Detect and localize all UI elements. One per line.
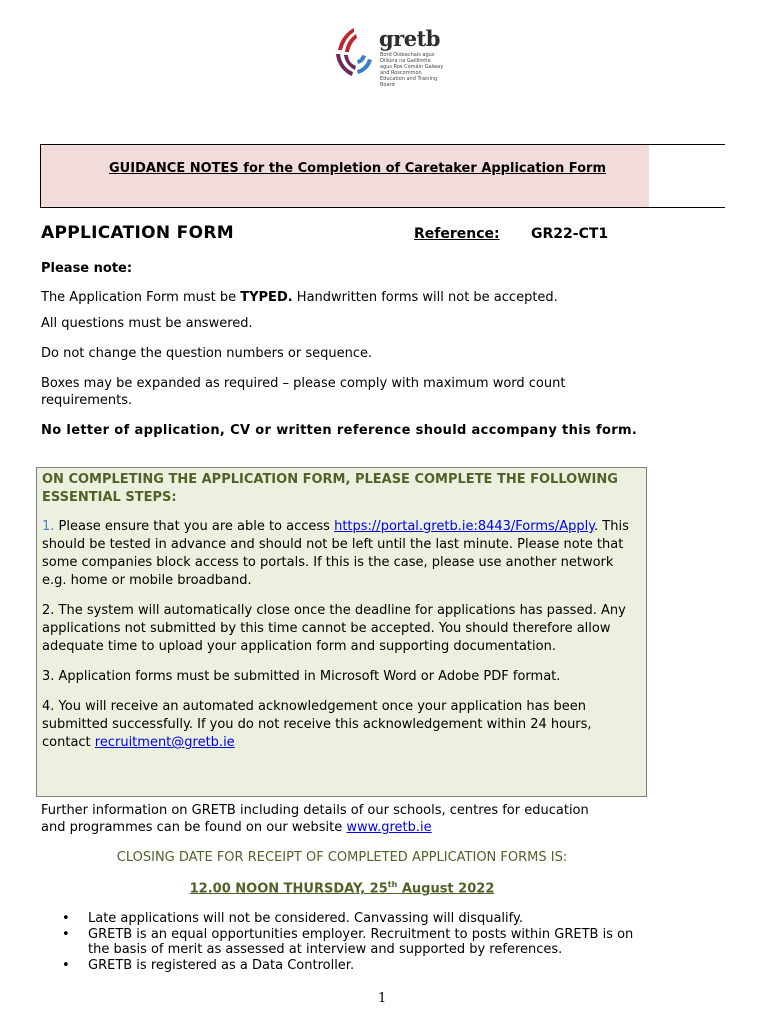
conditions-list <box>62 911 642 973</box>
banner-title: GUIDANCE NOTES for the Completion of Caretaker Application Form <box>109 161 607 176</box>
please-note-heading: Please note: <box>41 261 133 276</box>
bullet-icon: • <box>62 926 70 942</box>
all-questions-note: All questions must be answered. <box>41 316 253 331</box>
bullet-icon: • <box>62 957 70 973</box>
banner-background <box>41 145 649 207</box>
page-number: 1 <box>378 991 387 1006</box>
no-letter-note: No letter of application, CV or written reference should accompany this form. <box>41 423 638 438</box>
bullet-icon: • <box>62 911 70 926</box>
list-item-text: GRETB is registered as a Data Controller. <box>88 957 355 973</box>
list-item <box>62 958 642 974</box>
logo-subtitle: Bord Oideachais agus Oiliúna na Gaillimhe agus Ros Comáin Galway and Roscommon Education and Training Board <box>380 52 444 88</box>
list-item-text: Late applications will not be considered. Canvassing will disqualify. <box>88 911 523 926</box>
closing-date-label: CLOSING DATE FOR RECEIPT OF COMPLETED APPLICATION FORMS IS: <box>116 850 568 865</box>
reference-label: Reference: <box>414 226 500 242</box>
step-1-pre: Please ensure that you are able to access <box>54 519 335 534</box>
step-4 <box>42 698 640 752</box>
essential-steps-box <box>36 467 647 797</box>
deadline-sup: th <box>387 880 398 889</box>
step-4-pre: 4. You will receive an automated acknowledgement once your application has been submitted successfully. If you do not receive this acknowledgement within 24 hours, contact <box>42 699 592 750</box>
recruitment-email-link[interactable]: recruitment@gretb.ie <box>94 735 235 750</box>
further-info-text: Further information on GRETB including details of our schools, centres for education and programmes can be found on our website <box>41 803 589 835</box>
typed-note-bold: TYPED. <box>240 290 293 305</box>
deadline-pre: 12.00 NOON THURSDAY, 25 <box>189 881 388 897</box>
steps-heading: ON COMPLETING THE APPLICATION FORM, PLEASE COMPLETE THE FOLLOWING ESSENTIAL STEPS: <box>42 472 618 505</box>
website-link[interactable]: www.gretb.ie <box>346 820 432 835</box>
list-item-text: GRETB is an equal opportunities employer. Recruitment to posts within GRETB is on the basis of merit as assessed at interview and supported by references. <box>88 926 634 957</box>
deadline <box>0 880 684 896</box>
deadline-post: August 2022 <box>397 881 495 897</box>
gretb-logo <box>332 24 444 88</box>
guidance-banner <box>40 144 725 208</box>
list-item <box>62 927 642 958</box>
reference-value: GR22-CT1 <box>531 226 609 242</box>
step-3: 3. Application forms must be submitted in Microsoft Word or Adobe PDF format. <box>42 669 561 684</box>
list-item <box>62 911 642 927</box>
gretb-emblem-icon <box>332 24 376 80</box>
portal-link[interactable]: https://portal.gretb.ie:8443/Forms/Apply <box>334 519 595 534</box>
typed-note-post: Handwritten forms will not be accepted. <box>292 290 558 305</box>
step-1-post: . This should be tested in advance and should not be left until the last minute. Please note that some companies block access to portals. If this is the case, please use another network e.g. home or mobile broadband. <box>42 519 629 588</box>
step-2: 2. The system will automatically close once the deadline for applications has passed. Any applications not submitted by this time cannot be accepted. You should therefore allow adequate time to upload your application form and supporting documentation. <box>42 603 626 654</box>
form-title: APPLICATION FORM <box>41 223 234 243</box>
further-info <box>41 802 601 836</box>
typed-note-pre: The Application Form must be <box>41 290 241 305</box>
step-1-number: 1. <box>42 519 55 534</box>
step-1 <box>42 518 640 590</box>
typed-note <box>41 289 643 306</box>
boxes-note: Boxes may be expanded as required – please comply with maximum word count requirements. <box>41 376 566 408</box>
no-change-note: Do not change the question numbers or sequence. <box>41 346 373 361</box>
logo-wordmark: gretb <box>379 26 440 51</box>
